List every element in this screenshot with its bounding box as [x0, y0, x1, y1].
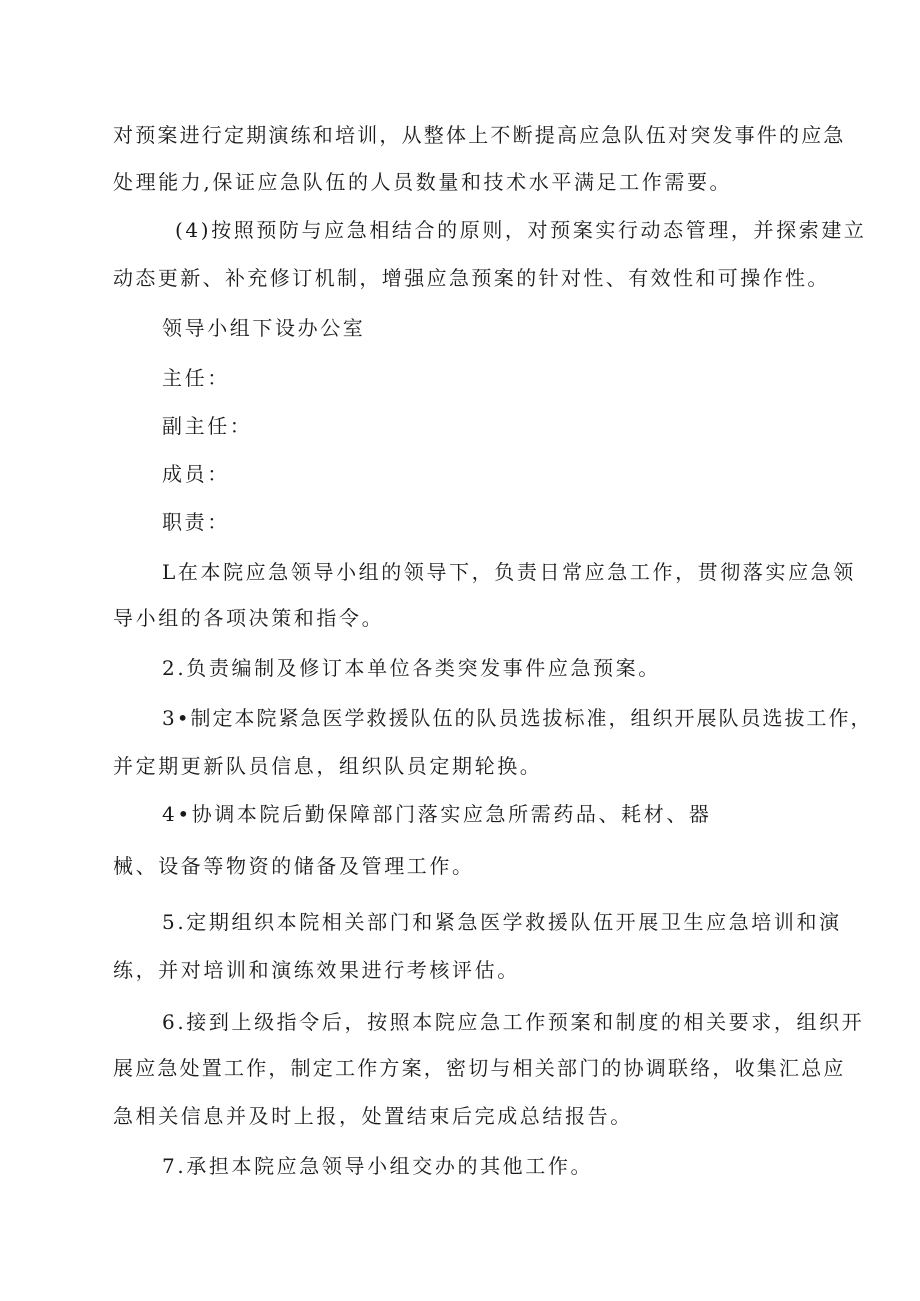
list-item: 5.定期组织本院相关部门和紧急医学救援队伍开展卫生应急培训和演 [162, 910, 842, 934]
list-item-continuation: 械、设备等物资的储备及管理工作。 [113, 854, 475, 878]
list-item-continuation: 导小组的各项决策和指令。 [113, 606, 385, 630]
duties-label: 职责： [162, 510, 230, 534]
list-item: 6.接到上级指令后，按照本院应急工作预案和制度的相关要求，组织开 [162, 1010, 865, 1034]
list-item-continuation: 展应急处置工作，制定工作方案，密切与相关部门的协调联络，收集汇总应 [113, 1056, 846, 1080]
body-line: 对预案进行定期演练和培训，从整体上不断提高应急队伍对突发事件的应急 [113, 123, 846, 147]
list-item: 4•协调本院后勤保障部门落实应急所需药品、耗材、器 [162, 802, 712, 826]
body-line: (4)按照预防与应急相结合的原则，对预案实行动态管理，并探索建立 [175, 218, 867, 242]
section-heading: 领导小组下设办公室 [162, 316, 366, 340]
director-label: 主任： [162, 366, 230, 390]
list-item: L在本院应急领导小组的领导下，负责日常应急工作，贯彻落实应急领 [162, 560, 856, 584]
list-item-continuation: 练，并对培训和演练效果进行考核评估。 [113, 958, 520, 982]
list-item-continuation: 急相关信息并及时上报，处置结束后完成总结报告。 [113, 1104, 633, 1128]
list-item-continuation: 并定期更新队员信息，组织队员定期轮换。 [113, 754, 543, 778]
list-item: 3•制定本院紧急医学救援队伍的队员选拔标准，组织开展队员选拔工作， [162, 706, 873, 730]
body-line: 动态更新、补充修订机制，增强应急预案的针对性、有效性和可操作性。 [113, 266, 830, 290]
list-item: 7.承担本院应急领导小组交办的其他工作。 [162, 1154, 594, 1178]
list-item: 2.负责编制及修订本单位各类突发事件应急预案。 [162, 656, 661, 680]
deputy-director-label: 副主任： [162, 414, 253, 438]
body-line: 处理能力,保证应急队伍的人员数量和技术水平满足工作需要。 [113, 170, 733, 194]
members-label: 成员： [162, 462, 230, 486]
